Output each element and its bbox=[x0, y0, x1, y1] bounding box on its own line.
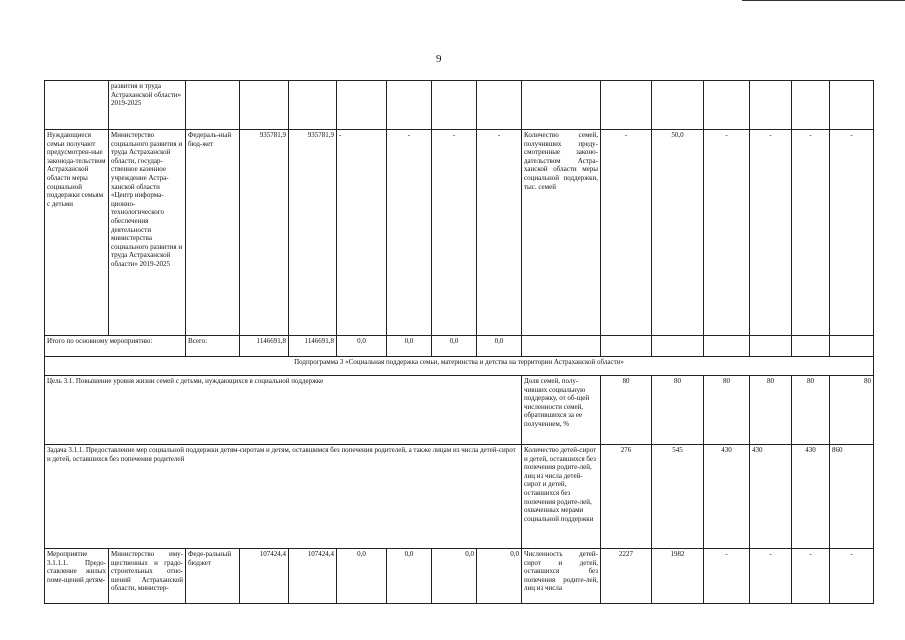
value-cell: 80 bbox=[601, 376, 652, 445]
task-text: Задача 3.1.1. Предоставление мер социальной поддержки детям-сиротам и детям, оставшимся без попечения родителей, а также лицам из числа детей-сирот и детей, оставшихся без попечения родителей bbox=[45, 445, 522, 549]
subprogram-title: Подпрограмма 3 «Социальная поддержка семьи, материнства и детства на территории Астраханской области» bbox=[45, 357, 874, 376]
year-cell: - bbox=[337, 130, 387, 336]
value-cell: - bbox=[750, 130, 792, 336]
year-cell: - bbox=[387, 130, 432, 336]
value-cell: 80 bbox=[750, 376, 792, 445]
source-cell: Всего: bbox=[186, 336, 240, 357]
year-cell: 1146691,8 bbox=[289, 336, 337, 357]
indicator-cell: Количество семей, получивших преду-смотренные законо-дательством Астра-ханской области меры социальной поддержки, тыс. семей bbox=[522, 130, 601, 336]
executor-cell: Министерство иму-щественных и градо-строительных отно-шений Астраханской области, министер- bbox=[109, 549, 186, 604]
table-row bbox=[45, 549, 874, 604]
indicator-cell: Количество детей-сирот и детей, оставшихся без попечения родите-лей, лиц из числа детей-сирот и детей, оставшихся без попечения родите-лей, охваченных мерами социальной поддержки bbox=[522, 445, 601, 549]
value-cell: 1982 bbox=[652, 549, 704, 604]
table-row bbox=[45, 445, 874, 549]
value-cell: 80 bbox=[830, 376, 874, 445]
value-cell: - bbox=[830, 549, 874, 604]
year-cell: 0,0 bbox=[337, 549, 387, 604]
value-cell: 860 bbox=[830, 445, 874, 549]
value-cell: 545 bbox=[652, 445, 704, 549]
table-row bbox=[45, 336, 874, 357]
table-row bbox=[45, 376, 874, 445]
total-cell: 1146691,8 bbox=[240, 336, 289, 357]
year-cell: 107424,4 bbox=[289, 549, 337, 604]
year-cell: 0,0 bbox=[477, 549, 522, 604]
year-cell: 0,0 bbox=[477, 336, 522, 357]
source-cell: Феде-ральный бюджет bbox=[186, 549, 240, 604]
value-cell: - bbox=[750, 549, 792, 604]
executor-cell: Министерство социального развития и труда Астраханской области, государ-ственное казенное учреждение Астра-ханской области «Центр информа-ционно-технологического обеспечения деятельности министерства социального развития и труда Астраханской области» 2019-2025 bbox=[109, 130, 186, 336]
value-cell: 430 bbox=[704, 445, 750, 549]
top-rule bbox=[742, 0, 905, 1]
table-row bbox=[45, 130, 874, 336]
value-cell: 50,0 bbox=[652, 130, 704, 336]
value-cell: 2227 bbox=[601, 549, 652, 604]
indicator-cell: Доля семей, полу-чивших социальную поддержку, от об-щей численности семей, обратившихся за ее получением, % bbox=[522, 376, 601, 445]
year-cell: - bbox=[477, 130, 522, 336]
total-cell: 935781,9 bbox=[240, 130, 289, 336]
total-label: Итого по основному мероприятию: bbox=[45, 336, 186, 357]
value-cell: 80 bbox=[652, 376, 704, 445]
measure-cell: Мероприятие 3.1.1.1. Предо-ставление жилых поме-щений детям- bbox=[45, 549, 109, 604]
source-cell: Федераль-ный бюд-жет bbox=[186, 130, 240, 336]
year-cell: 935781,9 bbox=[289, 130, 337, 336]
value-cell: 80 bbox=[792, 376, 830, 445]
year-cell: 0,0 bbox=[432, 549, 477, 604]
value-cell: 430 bbox=[792, 445, 830, 549]
value-cell: 430 bbox=[750, 445, 792, 549]
executor-cell: развития и труда Астраханской области» 2019-2025 bbox=[109, 81, 186, 130]
value-cell: - bbox=[601, 130, 652, 336]
page-number: 9 bbox=[436, 53, 442, 65]
year-cell: 0,0 bbox=[387, 549, 432, 604]
year-cell: 0,0 bbox=[387, 336, 432, 357]
table-row bbox=[45, 81, 874, 130]
value-cell: - bbox=[792, 130, 830, 336]
year-cell: 0,0 bbox=[337, 336, 387, 357]
indicator-cell: Численность детей-сирот и детей, оставшихся без попечения родите-лей, лиц из числа bbox=[522, 549, 601, 604]
value-cell: - bbox=[704, 549, 750, 604]
value-cell: 276 bbox=[601, 445, 652, 549]
total-cell: 107424,4 bbox=[240, 549, 289, 604]
program-table bbox=[44, 80, 874, 604]
goal-text: Цель 3.1. Повышение уровня жизни семей с детьми, нуждающихся в социальной поддержке bbox=[45, 376, 522, 445]
value-cell: - bbox=[830, 130, 874, 336]
table-row bbox=[45, 357, 874, 376]
year-cell: - bbox=[432, 130, 477, 336]
year-cell: 0,0 bbox=[432, 336, 477, 357]
measure-cell: Нуждающиеся семьи получают предусмотрен-ные законода-тельством Астраханской области меры социальной поддержки семьям с детьми bbox=[45, 130, 109, 336]
value-cell: - bbox=[704, 130, 750, 336]
value-cell: 80 bbox=[704, 376, 750, 445]
value-cell: - bbox=[792, 549, 830, 604]
